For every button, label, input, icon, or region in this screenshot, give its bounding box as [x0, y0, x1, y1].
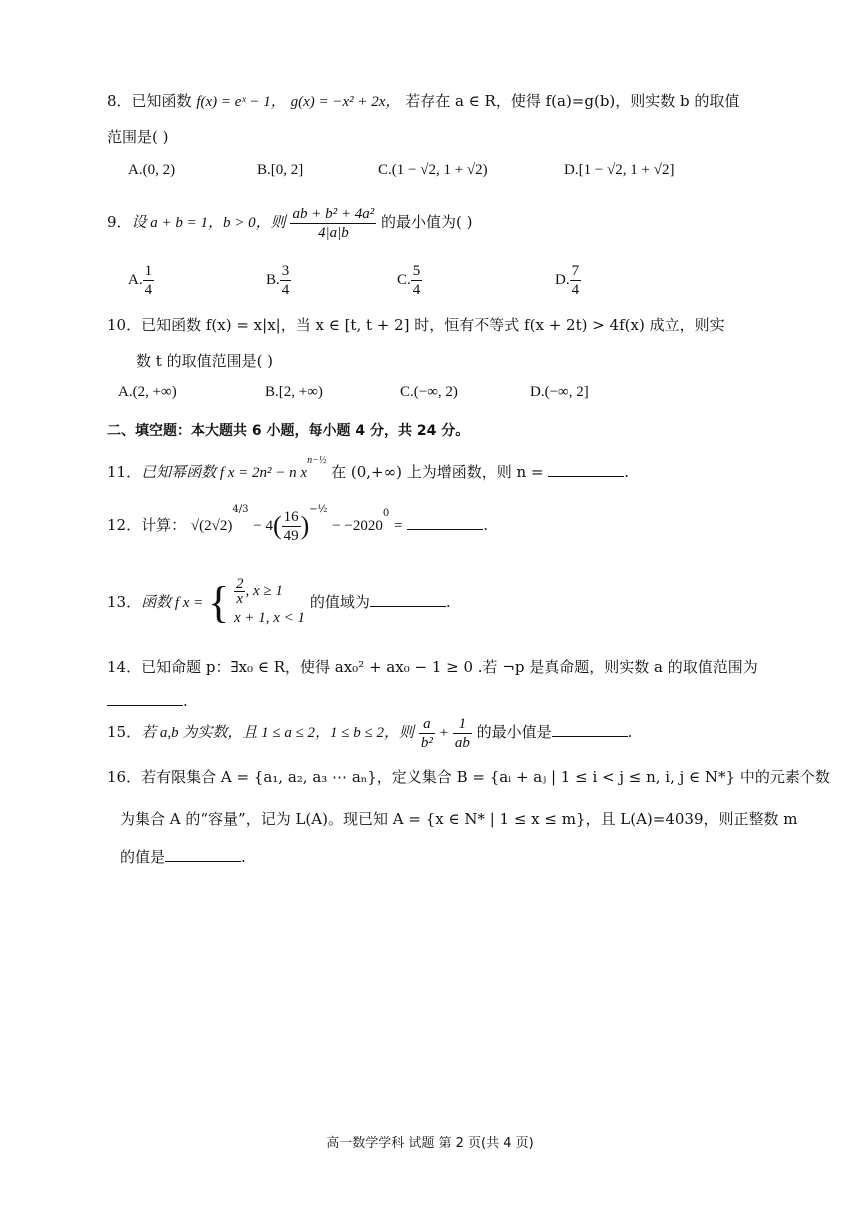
- q12-line: 12．计算： $√(2√2)^{4/3} - 4$( $\frac{16}{49}$ )$^{-\frac{1}{2}} - -2020^0$ = .: [107, 504, 489, 544]
- q16-stem-b: 为集合 A 的“容量”，记为 L(A)。现已知 A = {x ∈ N* | 1 ≤ x ≤ m}，且 L(A)=4039，则正整数 m: [120, 810, 798, 828]
- q9-line1: [107, 202, 472, 243]
- q12-equals: =: [393, 518, 403, 534]
- q12-expr-b: − 4: [253, 518, 273, 534]
- q9-stem-b: 的最小值为( ): [380, 213, 473, 231]
- q14-end: .: [183, 692, 188, 710]
- q15-frac2: [453, 715, 472, 752]
- q9-option-a-num: 1: [144, 263, 153, 279]
- q10-option-c: C.(−∞, 2): [400, 384, 458, 400]
- q15-stem-a: 若 a,b 为实数，且 1 ≤ a ≤ 2，1 ≤ b ≤ 2，则: [141, 725, 415, 741]
- q9-option-d-label: D.: [555, 271, 570, 288]
- q9-stem-a: 设 a + b = 1，b > 0，则: [131, 215, 286, 231]
- q15-number: 15．: [107, 723, 142, 741]
- q15-frac1: [419, 715, 435, 752]
- q9-option-a: [128, 262, 154, 299]
- q12-end: .: [483, 516, 489, 534]
- q13-line: [107, 572, 451, 633]
- q16-stem-c: 的值是: [120, 848, 166, 866]
- q16-stem-a: 若有限集合 A = {a₁, a₂, a₃ ⋯ aₙ}，定义集合 B = {aᵢ + aⱼ | 1 ≤ i < j ≤ n, i, j ∈ N*} 中的元素个数: [141, 768, 830, 786]
- q8-line2: [107, 126, 168, 148]
- q13-end: .: [445, 593, 451, 611]
- q8-g-def: g(x) = −x² + 2x，: [290, 94, 401, 110]
- q12-frac-num: 16: [283, 508, 299, 525]
- q13-brace: {: [208, 578, 230, 627]
- q15-frac1-num: a: [419, 715, 435, 734]
- q10-stem-b: 数 t 的取值范围是( ): [136, 352, 274, 370]
- q16-end: .: [241, 848, 246, 866]
- q10-number: 10．: [107, 316, 142, 334]
- q9-number: 9．: [107, 213, 132, 231]
- q8-option-c: C.(1 − √2, 1 + √2): [378, 162, 488, 178]
- q15-stem-b: 的最小值是: [476, 723, 552, 741]
- q11-stem-b: 在 (0,+∞) 上为增函数，则 n =: [331, 463, 544, 481]
- q10-option-b: B.[2, +∞): [265, 384, 323, 400]
- q16-answer-blank[interactable]: [165, 847, 241, 862]
- q9-fraction: [290, 205, 376, 242]
- q15-answer-blank[interactable]: [552, 722, 628, 737]
- q9-option-d: [555, 262, 581, 299]
- q13-cases: [234, 577, 305, 630]
- q12-answer-blank[interactable]: [407, 515, 483, 530]
- q13-case1-num: 2: [235, 575, 244, 592]
- q13-case1-den: x: [236, 590, 244, 607]
- q8-stem-b: 若存在 a ∈ R，使得 f(a)=g(b)，则实数 b 的取值: [405, 92, 740, 110]
- q9-option-d-num: 7: [571, 263, 580, 279]
- q11-line: [107, 455, 630, 484]
- q16-line2: [120, 808, 798, 830]
- q9-option-a-den: 4: [144, 282, 153, 298]
- page-footer: 高一数学学科 试题 第 2 页(共 4 页): [326, 1136, 534, 1151]
- q13-case2: x + 1, x < 1: [233, 609, 306, 626]
- q8-stem-c: 范围是( ): [107, 128, 169, 146]
- q14-line2: [107, 690, 188, 712]
- q11-answer-blank[interactable]: [548, 462, 624, 477]
- q11-exponent: n−½: [307, 455, 327, 466]
- q12-number: 12．: [107, 516, 142, 534]
- q11-end: .: [624, 463, 630, 481]
- q12-fraction: [282, 508, 301, 545]
- q13-number: 13．: [107, 593, 142, 611]
- q10-line2: [136, 350, 273, 372]
- q9-option-b: [266, 262, 291, 299]
- q10-stem-a: 已知函数 f(x) = x|x|，当 x ∈ [t, t + 2] 时，恒有不等式 f(x + 2t) > 4f(x) 成立，则实: [141, 316, 725, 334]
- q15-end: .: [627, 723, 633, 741]
- q11-number: 11．: [107, 463, 142, 481]
- q11-stem-a: 已知幂函数 f x = 2n² − n x: [141, 465, 308, 481]
- q14-line1: [107, 656, 758, 678]
- q8-f-def: f(x) = eˣ − 1，: [196, 94, 286, 110]
- section-fill-in-title: 二、填空题：本大题共 6 小题，每小题 4 分，共 24 分。: [107, 423, 470, 439]
- q13-answer-blank[interactable]: [370, 592, 446, 607]
- q8-line1: [107, 90, 739, 113]
- q9-option-c-den: 4: [412, 282, 421, 298]
- q15-line: [107, 712, 632, 753]
- q9-option-c-label: C.: [397, 271, 411, 288]
- q10-option-a: A.(2, +∞): [118, 384, 177, 400]
- q15-plus: +: [439, 725, 449, 741]
- q14-answer-blank[interactable]: [107, 691, 183, 706]
- q9-option-b-label: B.: [266, 271, 280, 288]
- q9-option-b-den: 4: [281, 282, 290, 298]
- q15-frac1-den: b²: [420, 734, 433, 751]
- q12-radical: √(2√2): [190, 518, 233, 534]
- q8-stem-a: 已知函数: [131, 92, 192, 110]
- q9-option-c: [397, 262, 422, 299]
- q12-stem-a: 计算：: [141, 516, 187, 534]
- q13-stem-b: 的值域为: [309, 593, 370, 611]
- q14-number: 14．: [107, 658, 142, 676]
- q14-stem-a: 已知命题 p：∃x₀ ∈ R，使得 ax₀² + ax₀ − 1 ≥ 0 .若 ¬p 是真命题，则实数 a 的取值范围为: [141, 658, 758, 676]
- q8-option-a: A.(0, 2): [128, 162, 176, 178]
- q10-option-d: D.(−∞, 2]: [530, 384, 589, 400]
- q8-option-d: D.[1 − √2, 1 + √2]: [564, 162, 675, 178]
- q12-exp-c: 0: [382, 508, 390, 519]
- q16-number: 16．: [107, 768, 142, 786]
- q15-frac2-den: ab: [454, 734, 470, 751]
- q12-expr-c: − −2020: [332, 518, 383, 534]
- q13-stem-a: 函数 f x =: [141, 595, 204, 611]
- q16-line1: [107, 766, 830, 788]
- q12-exp-b: −½: [309, 504, 328, 515]
- q9-option-a-label: A.: [128, 271, 143, 288]
- q9-frac-num: ab + b² + 4a²: [292, 205, 375, 222]
- q15-frac2-num: 1: [453, 715, 472, 734]
- q9-option-d-den: 4: [571, 282, 580, 298]
- q9-frac-den: 4|a|b: [317, 224, 349, 241]
- q8-option-b: B.[0, 2]: [257, 162, 304, 178]
- q12-exp-a: 4/3: [232, 504, 249, 515]
- q16-line3: [120, 846, 246, 868]
- q12-frac-den: 49: [283, 527, 299, 544]
- q13-case1-cond: , x ≥ 1: [245, 582, 283, 599]
- q9-option-c-num: 5: [412, 263, 421, 279]
- q10-line1: [107, 314, 725, 336]
- q8-number: 8．: [107, 92, 132, 110]
- q9-option-b-num: 3: [281, 263, 290, 279]
